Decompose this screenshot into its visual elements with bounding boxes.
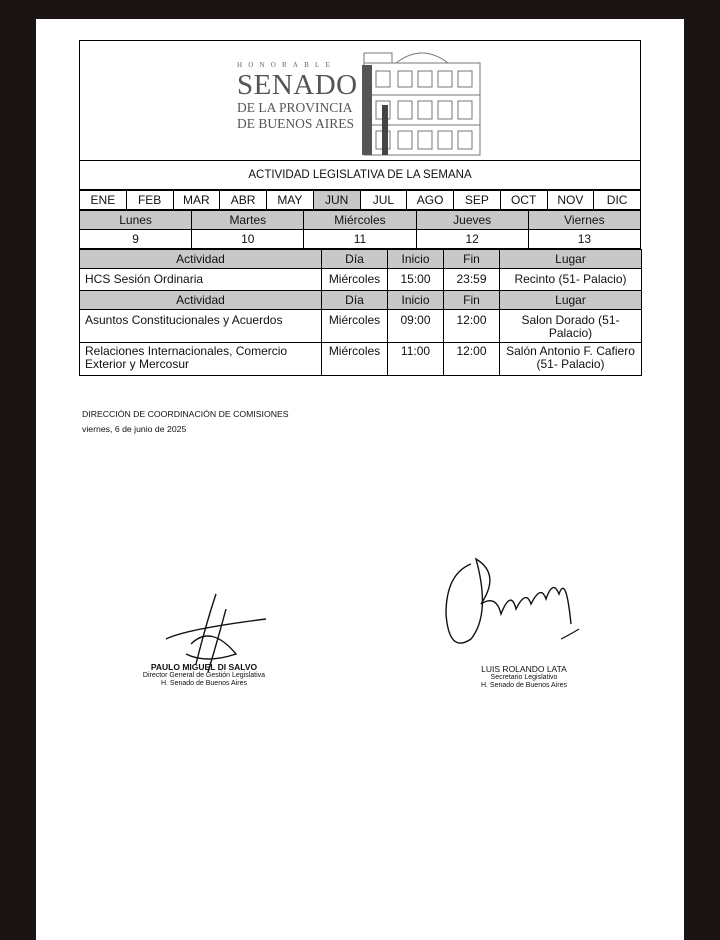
day-number: 13 xyxy=(528,230,640,249)
logo-honorable: HONORABLE xyxy=(237,61,336,69)
day-name: Lunes xyxy=(80,211,192,230)
col-inicio: Inicio xyxy=(388,291,444,310)
cell-actividad: Relaciones Internacionales, Comercio Exterior y Mercosur xyxy=(80,343,322,376)
senate-logo xyxy=(237,61,367,132)
day-name: Martes xyxy=(192,211,304,230)
col-inicio: Inicio xyxy=(388,250,444,269)
signer-institution: H. Senado de Buenos Aires xyxy=(480,682,567,689)
signature-left-icon xyxy=(146,584,276,674)
office-label: DIRECCIÓN DE COORDINACIÓN DE COMISIONES xyxy=(82,409,289,419)
day-name: Viernes xyxy=(528,211,640,230)
senate-building-icon xyxy=(362,45,482,159)
table-row xyxy=(80,343,642,376)
months-row xyxy=(79,190,641,210)
day-number: 11 xyxy=(304,230,416,249)
col-lugar: Lugar xyxy=(500,291,642,310)
cell-actividad: Asuntos Constitucionales y Acuerdos xyxy=(80,310,322,343)
document-footer xyxy=(82,407,289,437)
document-page xyxy=(36,19,684,940)
month-cell[interactable]: MAR xyxy=(173,191,220,210)
cell-lugar: Recinto (51- Palacio) xyxy=(500,269,642,291)
page-title: ACTIVIDAD LEGISLATIVA DE LA SEMANA xyxy=(79,161,641,190)
cell-inicio: 11:00 xyxy=(388,343,444,376)
logo-senado: SENADO xyxy=(237,69,358,101)
signer-institution: H. Senado de Buenos Aires xyxy=(160,680,247,687)
col-dia: Día xyxy=(322,250,388,269)
cell-fin: 12:00 xyxy=(444,343,500,376)
month-cell[interactable]: OCT xyxy=(500,191,547,210)
month-cell[interactable]: MAY xyxy=(267,191,314,210)
cell-lugar: Salón Antonio F. Cafiero (51- Palacio) xyxy=(500,343,642,376)
signer-role: Director General de Gestión Legislativa xyxy=(142,672,266,679)
day-number: 9 xyxy=(80,230,192,249)
col-actividad: Actividad xyxy=(80,250,322,269)
logo-line1: DE LA PROVINCIA xyxy=(237,100,353,115)
month-cell[interactable]: FEB xyxy=(126,191,173,210)
month-cell[interactable]: JUL xyxy=(360,191,407,210)
month-cell[interactable]: SEP xyxy=(454,191,501,210)
month-cell[interactable]: AGO xyxy=(407,191,454,210)
signature-left xyxy=(134,662,274,688)
col-fin: Fin xyxy=(444,291,500,310)
signer-name: LUIS ROLANDO LATA xyxy=(481,664,567,674)
table-row xyxy=(80,310,642,343)
month-cell[interactable]: ENE xyxy=(80,191,127,210)
signature-right-icon xyxy=(441,544,591,654)
signer-name: PAULO MIGUEL DI SALVO xyxy=(150,662,258,672)
date-label: viernes, 6 de junio de 2025 xyxy=(82,424,187,434)
month-cell[interactable]: ABR xyxy=(220,191,267,210)
month-cell[interactable]: DIC xyxy=(594,191,641,210)
signer-role: Secretario Legislativo xyxy=(490,674,558,681)
signature-right xyxy=(454,664,594,690)
cell-lugar: Salon Dorado (51- Palacio) xyxy=(500,310,642,343)
day-name: Miércoles xyxy=(304,211,416,230)
day-number: 10 xyxy=(192,230,304,249)
activity-sheet xyxy=(79,40,641,376)
day-number: 12 xyxy=(416,230,528,249)
col-actividad: Actividad xyxy=(80,291,322,310)
month-cell-selected[interactable]: JUN xyxy=(313,191,360,210)
cell-dia: Miércoles xyxy=(322,310,388,343)
month-cell[interactable]: NOV xyxy=(547,191,594,210)
logo-line2: DE BUENOS AIRES xyxy=(237,116,355,131)
table-row xyxy=(80,269,642,291)
cell-inicio: 09:00 xyxy=(388,310,444,343)
cell-inicio: 15:00 xyxy=(388,269,444,291)
cell-fin: 23:59 xyxy=(444,269,500,291)
cell-fin: 12:00 xyxy=(444,310,500,343)
col-fin: Fin xyxy=(444,250,500,269)
col-lugar: Lugar xyxy=(500,250,642,269)
day-name: Jueves xyxy=(416,211,528,230)
col-dia: Día xyxy=(322,291,388,310)
senate-header xyxy=(79,40,641,161)
cell-dia: Miércoles xyxy=(322,343,388,376)
cell-dia: Miércoles xyxy=(322,269,388,291)
cell-actividad: HCS Sesión Ordinaria xyxy=(80,269,322,291)
activities-table xyxy=(79,249,642,376)
week-days-table xyxy=(79,210,641,249)
